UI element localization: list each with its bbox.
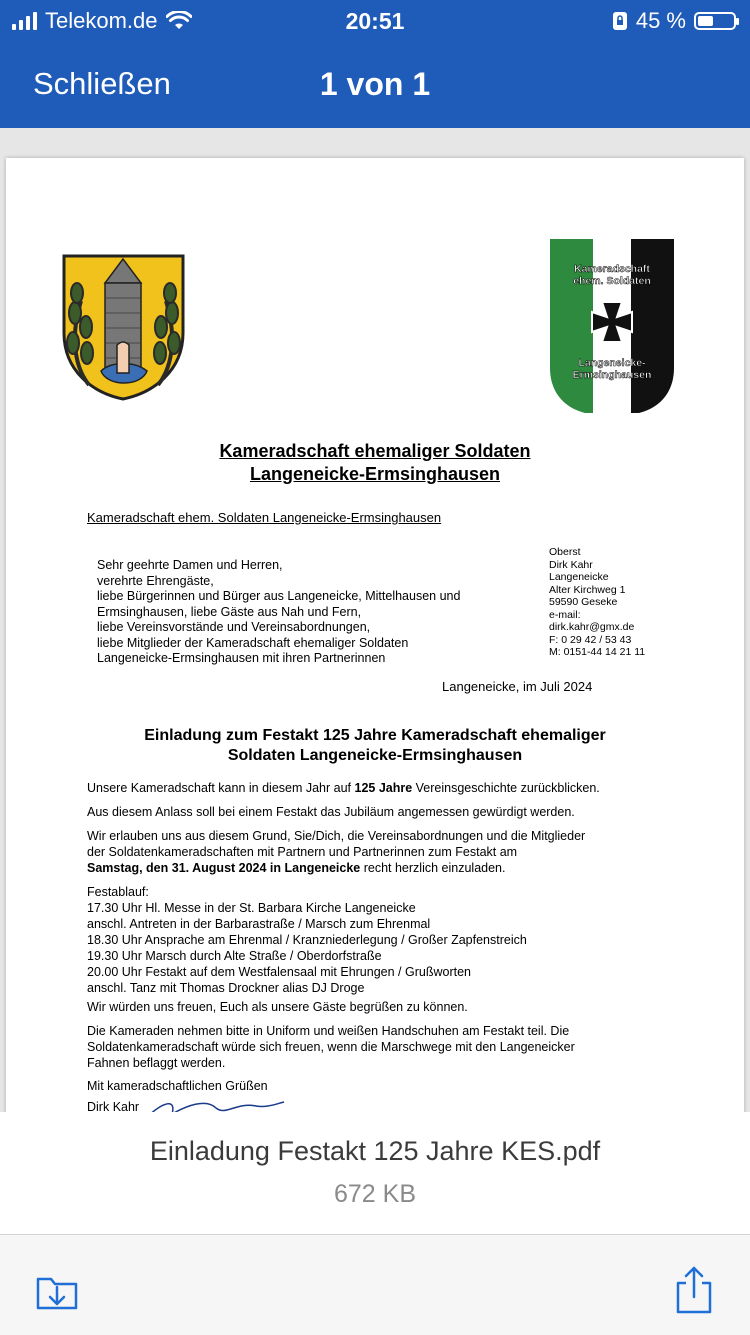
document-title-line1: Kameradschaft ehemaliger Soldaten <box>219 441 531 461</box>
highlight-years: 125 Jahre <box>354 781 413 795</box>
handwritten-signature <box>146 1096 286 1112</box>
closing-greeting: Mit kameradschaftlichen Grüßen <box>87 1079 268 1093</box>
share-icon[interactable] <box>672 1265 716 1315</box>
salutation-line: liebe Mitglieder der Kameradschaft ehemaliger Soldaten <box>97 635 409 650</box>
paragraph-occasion: Aus diesem Anlass soll bei einem Festakt das Jubiläum angemessen gewürdigt werden. <box>87 805 575 819</box>
invitation-title <box>6 726 744 766</box>
paragraph-anniversary: Unsere Kameradschaft kann in diesem Jahr auf 125 Jahre Vereinsgeschichte zurückblicken. <box>87 781 600 795</box>
salutation-line: verehrte Ehrengäste, <box>97 573 214 588</box>
schedule-item: 19.30 Uhr Marsch durch Alte Straße / Oberdorfstraße <box>87 949 382 963</box>
logo-text-line1: Kameradschaft <box>574 263 650 275</box>
address-line: Alter Kirchweg 1 <box>549 583 626 596</box>
pdf-page <box>6 158 744 1112</box>
schedule-item: 20.00 Uhr Festakt auf dem Westfalensaal mit Ehrungen / Grußworten <box>87 965 471 979</box>
pdf-viewer[interactable] <box>0 128 750 1112</box>
logo-text-line2: ehem. Soldaten <box>573 275 651 287</box>
schedule-item: 18.30 Uhr Ansprache am Ehrenmal / Kranzniederlegung / Großer Zapfenstreich <box>87 933 527 947</box>
close-button[interactable]: Schließen <box>33 66 171 101</box>
clock: 20:51 <box>345 8 405 34</box>
festablauf-heading: Festablauf: <box>87 885 149 899</box>
place-date: Langeneicke, im Juli 2024 <box>442 679 593 694</box>
status-right <box>612 8 736 34</box>
festablauf-section <box>87 884 667 996</box>
kameradschaft-logo <box>549 238 675 414</box>
salutation-line: Sehr geehrte Damen und Herren, <box>97 558 283 572</box>
save-to-files-icon[interactable] <box>35 1271 79 1311</box>
schedule-item: anschl. Antreten in der Barbarastraße / Marsch zum Ehrenmal <box>87 917 431 931</box>
status-bar <box>0 0 750 42</box>
salutation-line: Ermsinghausen, liebe Gäste aus Nah und Fern, <box>97 604 362 619</box>
salutation-line: liebe Vereinsvorstände und Vereinsabordnungen, <box>97 620 371 634</box>
address-line: Langeneicke <box>549 571 609 583</box>
paragraph-uniform: Die Kameraden nehmen bitte in Uniform und weißen Handschuhen am Festakt teil. Die Soldatenkameradschaft würde sich freuen, wenn die Marschwege mit den Langeneicker Fahnen beflaggt werden. <box>87 1024 575 1070</box>
page-count: 1 von 1 <box>319 66 431 102</box>
orientation-lock-icon <box>612 11 628 31</box>
address-line: dirk.kahr@gmx.de <box>549 621 635 633</box>
salutation-line: Langeneicke-Ermsinghausen mit ihren Partnerinnen <box>97 651 386 665</box>
salutation-line: liebe Bürgerinnen und Bürger aus Langeneicke, Mittelhausen und <box>97 589 461 603</box>
salutation-block <box>97 558 517 667</box>
paragraph-welcome: Wir würden uns freuen, Euch als unsere Gäste begrüßen zu können. <box>87 1000 468 1014</box>
coat-of-arms-logo <box>61 253 186 401</box>
address-line: Oberst <box>549 546 581 558</box>
battery-percent: 45 % <box>635 8 686 33</box>
file-info <box>0 1112 750 1234</box>
battery-icon <box>694 12 736 30</box>
address-line: e-mail: <box>549 608 581 621</box>
navigation-row <box>0 58 750 114</box>
signature-name: Dirk Kahr <box>87 1100 140 1112</box>
paragraph-invitation: Wir erlauben uns aus diesem Grund, Sie/Dich, die Vereinsabordnungen und die Mitglieder der Soldatenkameradschaften mit Partnern und Partnerinnen zum Festakt am Samstag, den 31. August 2024 in Langeneicke recht herzlich einzuladen. <box>87 829 586 875</box>
sender-line: Kameradschaft ehem. Soldaten Langeneicke-Ermsinghausen <box>87 510 442 525</box>
invitation-title-line2: Soldaten Langeneicke-Ermsinghausen <box>227 747 523 764</box>
file-size: 672 KB <box>333 1180 416 1208</box>
carrier-label: Telekom.de <box>45 8 158 33</box>
schedule-item: anschl. Tanz mit Thomas Drockner alias DJ Droge <box>87 981 365 995</box>
schedule-item: 17.30 Uhr Hl. Messe in der St. Barbara Kirche Langeneicke <box>87 901 416 915</box>
address-line: Dirk Kahr <box>549 558 593 571</box>
document-title-line2: Langeneicke-Ermsinghausen <box>249 464 501 484</box>
logo-text-line3: Langeneicke- <box>578 357 646 369</box>
highlight-date: Samstag, den 31. August 2024 in Langeneicke <box>87 861 361 875</box>
address-line: M: 0151-44 14 21 11 <box>549 646 646 658</box>
bottom-toolbar <box>0 1234 750 1335</box>
address-block <box>549 546 645 659</box>
logo-text-line4: Ermsinghausen <box>572 369 652 381</box>
address-line: F: 0 29 42 / 53 43 <box>549 633 632 646</box>
top-bar <box>0 0 750 128</box>
file-name: Einladung Festakt 125 Jahre KES.pdf <box>149 1136 601 1166</box>
address-line: 59590 Geseke <box>549 596 618 608</box>
invitation-title-line1: Einladung zum Festakt 125 Jahre Kameradschaft ehemaliger <box>144 727 606 744</box>
